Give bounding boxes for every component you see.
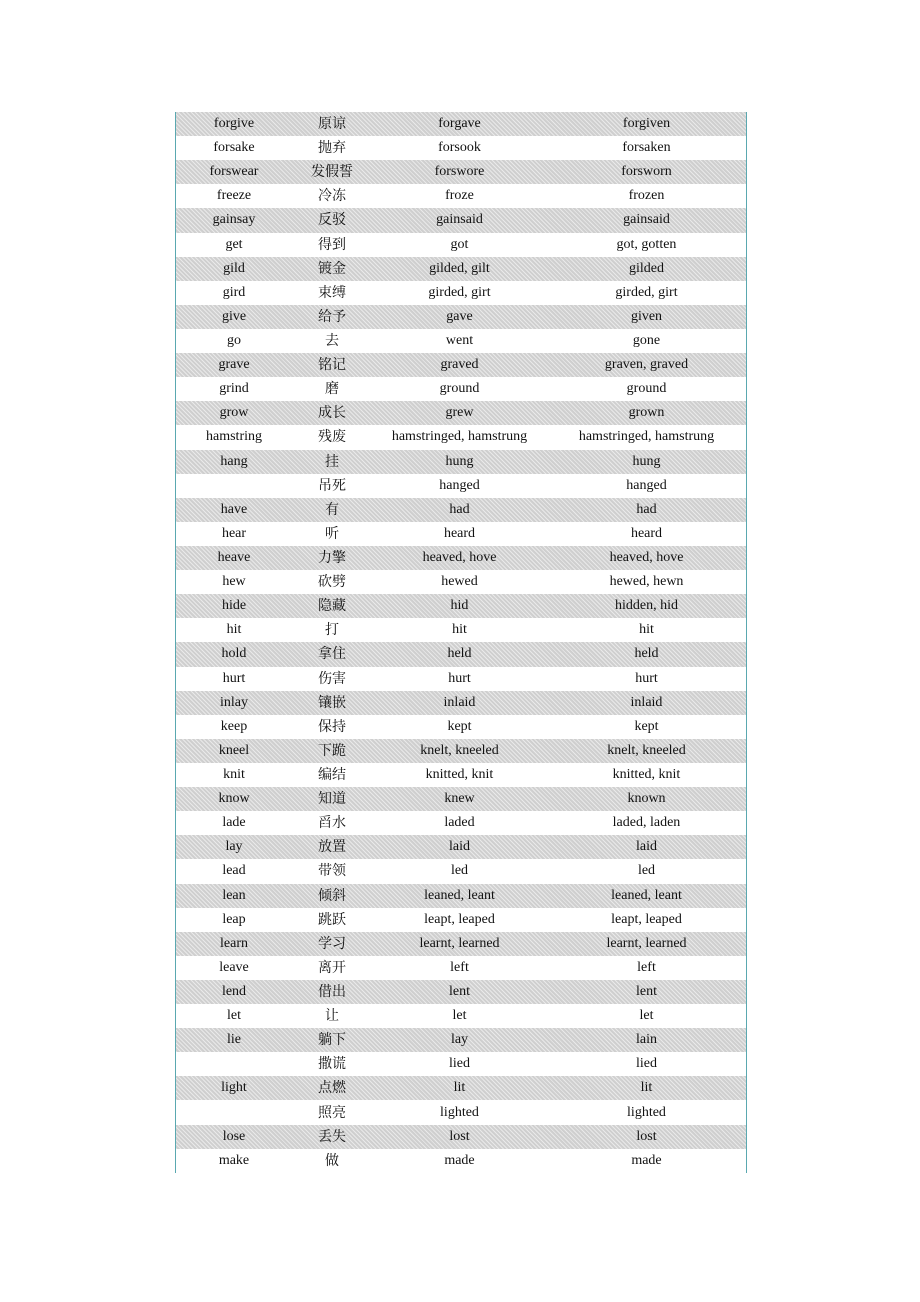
past-tense-cell: lit — [453, 1080, 466, 1096]
table-row — [176, 594, 746, 618]
past-participle-cell: hidden, hid — [615, 598, 678, 614]
base-form-cell: learn — [220, 935, 248, 951]
table-row — [176, 956, 746, 980]
chinese-meaning-cell: 得到 — [318, 236, 346, 253]
past-participle-cell: hanged — [626, 477, 667, 493]
past-participle-cell: hurt — [635, 670, 658, 686]
past-tense-cell: hamstringed, hamstrung — [391, 429, 528, 445]
past-tense-cell: hurt — [448, 670, 471, 686]
past-participle-cell: lit — [640, 1080, 653, 1096]
base-form-cell: light — [221, 1080, 247, 1096]
past-tense-cell: gilded, gilt — [429, 260, 490, 276]
table-row — [176, 233, 746, 257]
table-row — [176, 835, 746, 859]
base-form-cell: inlay — [220, 694, 248, 710]
past-tense-cell: lighted — [440, 1104, 479, 1120]
base-form-cell: lead — [222, 863, 246, 879]
past-participle-cell: gone — [632, 333, 661, 349]
past-tense-cell: went — [445, 333, 474, 349]
past-participle-cell: forsaken — [622, 140, 671, 156]
table-row — [176, 715, 746, 739]
table-row — [176, 980, 746, 1004]
chinese-meaning-cell: 隐藏 — [318, 598, 346, 615]
past-tense-cell: left — [450, 959, 469, 975]
past-participle-cell: leaned, leant — [611, 887, 682, 903]
base-form-cell: lade — [222, 815, 246, 831]
chinese-meaning-cell: 做 — [325, 1152, 339, 1169]
past-tense-cell: had — [449, 501, 470, 517]
chinese-meaning-cell: 保持 — [318, 718, 346, 735]
table-row — [176, 401, 746, 425]
past-tense-cell: held — [447, 646, 472, 662]
chinese-meaning-cell: 下跪 — [318, 742, 346, 759]
past-participle-cell: graven, graved — [604, 357, 689, 373]
past-tense-cell: forgave — [438, 116, 481, 132]
base-form-cell: lend — [221, 983, 247, 999]
past-tense-cell: knitted, knit — [425, 767, 494, 782]
chinese-meaning-cell: 有 — [325, 501, 339, 518]
base-form-cell: forsake — [213, 140, 255, 156]
chinese-meaning-cell: 借出 — [318, 983, 346, 1000]
chinese-meaning-cell: 挂 — [325, 453, 339, 470]
chinese-meaning-cell: 打 — [325, 622, 339, 639]
table-row — [176, 1149, 746, 1173]
chinese-meaning-cell: 砍劈 — [318, 574, 346, 591]
base-form-cell: heave — [217, 550, 251, 566]
past-tense-cell: knew — [444, 791, 475, 807]
base-form-cell: get — [225, 236, 243, 252]
chinese-meaning-cell: 放置 — [318, 839, 346, 856]
base-form-cell: gild — [223, 260, 245, 276]
base-form-cell: lay — [225, 839, 243, 855]
past-participle-cell: ground — [626, 381, 667, 397]
table-row — [176, 425, 746, 449]
chinese-meaning-cell: 躺下 — [318, 1032, 346, 1049]
past-tense-cell: graved — [440, 357, 479, 373]
past-participle-cell: kept — [634, 718, 659, 734]
base-form-cell: hear — [221, 525, 247, 541]
past-participle-cell: inlaid — [630, 694, 663, 710]
base-form-cell: have — [220, 501, 248, 517]
base-form-cell: hurt — [222, 670, 246, 686]
past-participle-cell: girded, girt — [615, 284, 678, 300]
past-participle-cell: forgiven — [622, 116, 671, 132]
base-form-cell: leave — [219, 959, 249, 975]
base-form-cell: grave — [218, 357, 250, 373]
base-form-cell: kneel — [218, 742, 250, 758]
table-row — [176, 160, 746, 184]
table-row — [176, 353, 746, 377]
table-row — [176, 184, 746, 208]
chinese-meaning-cell: 点燃 — [318, 1080, 346, 1097]
chinese-meaning-cell: 铭记 — [318, 357, 346, 374]
past-tense-cell: lent — [449, 983, 470, 999]
past-participle-cell: knitted, knit — [612, 767, 681, 782]
chinese-meaning-cell: 带领 — [318, 863, 346, 880]
past-participle-cell: had — [636, 501, 657, 517]
table-row — [176, 1052, 746, 1076]
table-row — [176, 667, 746, 691]
chinese-meaning-cell: 原谅 — [318, 116, 346, 133]
past-tense-cell: girded, girt — [428, 284, 491, 300]
base-form-cell: grind — [219, 381, 249, 397]
chinese-meaning-cell: 丢失 — [318, 1128, 346, 1145]
past-tense-cell: hid — [450, 598, 469, 614]
past-participle-cell: lied — [636, 1056, 657, 1072]
past-participle-cell: hit — [639, 622, 654, 638]
base-form-cell: gainsay — [212, 212, 256, 228]
chinese-meaning-cell: 跳跃 — [318, 911, 346, 928]
past-tense-cell: lay — [450, 1032, 469, 1048]
past-tense-cell: heard — [443, 525, 476, 541]
irregular-verb-table — [175, 112, 747, 1173]
base-form-cell: lose — [222, 1128, 246, 1144]
base-form-cell: know — [218, 791, 250, 807]
past-tense-cell: led — [450, 863, 469, 879]
base-form-cell: hide — [221, 598, 247, 614]
table-row — [176, 377, 746, 401]
past-participle-cell: lain — [636, 1032, 657, 1048]
chinese-meaning-cell: 让 — [325, 1008, 339, 1025]
base-form-cell: give — [221, 308, 247, 324]
chinese-meaning-cell: 知道 — [318, 791, 346, 808]
past-tense-cell: learnt, learned — [419, 935, 500, 951]
table-row — [176, 329, 746, 353]
chinese-meaning-cell: 拿住 — [318, 646, 346, 663]
past-participle-cell: gainsaid — [623, 212, 670, 228]
past-tense-cell: forswore — [434, 164, 485, 180]
past-participle-cell: got, gotten — [616, 236, 677, 252]
chinese-meaning-cell: 镶嵌 — [318, 694, 346, 711]
past-participle-cell: lent — [636, 983, 657, 999]
past-tense-cell: got — [450, 236, 469, 252]
table-row — [176, 932, 746, 956]
past-tense-cell: hewed — [441, 574, 478, 590]
chinese-meaning-cell: 听 — [325, 525, 339, 542]
table-row — [176, 1028, 746, 1052]
chinese-meaning-cell: 发假誓 — [311, 164, 353, 181]
past-tense-cell: grew — [445, 405, 474, 421]
past-participle-cell: laded, laden — [612, 815, 681, 831]
table-row — [176, 498, 746, 522]
past-tense-cell: hit — [452, 622, 467, 638]
base-form-cell: let — [227, 1008, 241, 1024]
chinese-meaning-cell: 学习 — [318, 935, 346, 952]
base-form-cell: keep — [220, 718, 248, 734]
table-row — [176, 136, 746, 160]
past-participle-cell: laid — [636, 839, 657, 855]
past-participle-cell: lighted — [627, 1104, 666, 1120]
chinese-meaning-cell: 撒谎 — [318, 1056, 346, 1073]
chinese-meaning-cell: 力擎 — [318, 550, 346, 567]
past-tense-cell: hanged — [439, 477, 480, 493]
past-participle-cell: heard — [630, 525, 663, 541]
chinese-meaning-cell: 去 — [325, 333, 339, 350]
table-row — [176, 1076, 746, 1100]
table-row — [176, 305, 746, 329]
table-row — [176, 1125, 746, 1149]
base-form-cell: make — [218, 1152, 250, 1168]
base-form-cell: forswear — [209, 164, 259, 180]
table-row — [176, 1004, 746, 1028]
past-participle-cell: lost — [636, 1128, 657, 1144]
past-tense-cell: laid — [449, 839, 470, 855]
base-form-cell: grow — [219, 405, 249, 421]
table-row — [176, 739, 746, 763]
past-tense-cell: inlaid — [443, 694, 476, 710]
past-participle-cell: knelt, kneeled — [607, 742, 686, 758]
base-form-cell: leap — [222, 911, 246, 927]
past-participle-cell: made — [631, 1152, 662, 1168]
table-row — [176, 908, 746, 932]
past-participle-cell: frozen — [628, 188, 665, 204]
base-form-cell: hew — [222, 574, 246, 590]
past-tense-cell: lost — [449, 1128, 470, 1144]
chinese-meaning-cell: 吊死 — [318, 477, 346, 494]
past-participle-cell: known — [627, 791, 666, 807]
past-tense-cell: ground — [439, 381, 480, 397]
base-form-cell: gird — [222, 284, 246, 300]
past-participle-cell: heaved, hove — [609, 550, 684, 566]
past-tense-cell: forsook — [438, 140, 481, 156]
past-participle-cell: led — [637, 863, 656, 879]
past-tense-cell: gainsaid — [436, 212, 483, 228]
chinese-meaning-cell: 照亮 — [318, 1104, 346, 1121]
chinese-meaning-cell: 反驳 — [318, 212, 346, 229]
chinese-meaning-cell: 抛弃 — [318, 140, 346, 157]
past-tense-cell: laded — [444, 815, 475, 831]
past-participle-cell: given — [630, 308, 663, 324]
chinese-meaning-cell: 编结 — [318, 767, 346, 783]
table-row — [176, 257, 746, 281]
table-row — [176, 450, 746, 474]
table-row — [176, 474, 746, 498]
chinese-meaning-cell: 残废 — [318, 429, 346, 446]
chinese-meaning-cell: 舀水 — [318, 815, 346, 832]
past-participle-cell: hewed, hewn — [609, 574, 684, 590]
past-tense-cell: gave — [446, 308, 473, 324]
base-form-cell: knit — [223, 767, 245, 782]
chinese-meaning-cell: 成长 — [318, 405, 346, 422]
table-row — [176, 208, 746, 232]
table-row — [176, 522, 746, 546]
past-tense-cell: let — [452, 1008, 467, 1024]
past-participle-cell: leapt, leaped — [611, 911, 682, 927]
table-row — [176, 546, 746, 570]
past-participle-cell: hamstringed, hamstrung — [578, 429, 715, 445]
past-participle-cell: learnt, learned — [606, 935, 687, 951]
past-tense-cell: leaned, leant — [424, 887, 495, 903]
chinese-meaning-cell: 束缚 — [318, 284, 346, 301]
past-tense-cell: hung — [445, 453, 474, 469]
past-participle-cell: left — [637, 959, 656, 975]
past-participle-cell: forsworn — [621, 164, 672, 180]
table-row — [176, 1100, 746, 1124]
table-row — [176, 811, 746, 835]
past-tense-cell: made — [444, 1152, 475, 1168]
past-participle-cell: held — [634, 646, 659, 662]
chinese-meaning-cell: 冷冻 — [318, 188, 346, 205]
base-form-cell: lean — [222, 887, 246, 903]
table-row — [176, 618, 746, 642]
past-tense-cell: knelt, kneeled — [420, 742, 499, 758]
chinese-meaning-cell: 镀金 — [318, 260, 346, 277]
past-participle-cell: hung — [632, 453, 661, 469]
base-form-cell: lie — [227, 1032, 241, 1048]
table-row — [176, 691, 746, 715]
base-form-cell: go — [227, 333, 241, 349]
table-row — [176, 763, 746, 787]
base-form-cell: hit — [226, 622, 242, 638]
chinese-meaning-cell: 给予 — [318, 308, 346, 325]
table-row — [176, 859, 746, 883]
past-participle-cell: gilded — [629, 260, 664, 276]
past-participle-cell: grown — [628, 405, 665, 421]
table-row — [176, 281, 746, 305]
chinese-meaning-cell: 伤害 — [318, 670, 346, 687]
past-participle-cell: let — [639, 1008, 654, 1024]
chinese-meaning-cell: 磨 — [325, 381, 339, 398]
base-form-cell: hold — [221, 646, 247, 662]
table-row — [176, 112, 746, 136]
table-row — [176, 642, 746, 666]
base-form-cell: hamstring — [206, 429, 262, 445]
base-form-cell: hang — [220, 453, 248, 469]
table-row — [176, 787, 746, 811]
past-tense-cell: froze — [445, 188, 474, 204]
table-row — [176, 570, 746, 594]
past-tense-cell: heaved, hove — [422, 550, 497, 566]
chinese-meaning-cell: 倾斜 — [318, 887, 346, 904]
past-tense-cell: leapt, leaped — [424, 911, 495, 927]
past-tense-cell: kept — [447, 718, 472, 734]
base-form-cell: freeze — [216, 188, 252, 204]
base-form-cell: forgive — [213, 116, 255, 132]
past-tense-cell: lied — [449, 1056, 470, 1072]
chinese-meaning-cell: 离开 — [318, 959, 346, 976]
table-row — [176, 884, 746, 908]
